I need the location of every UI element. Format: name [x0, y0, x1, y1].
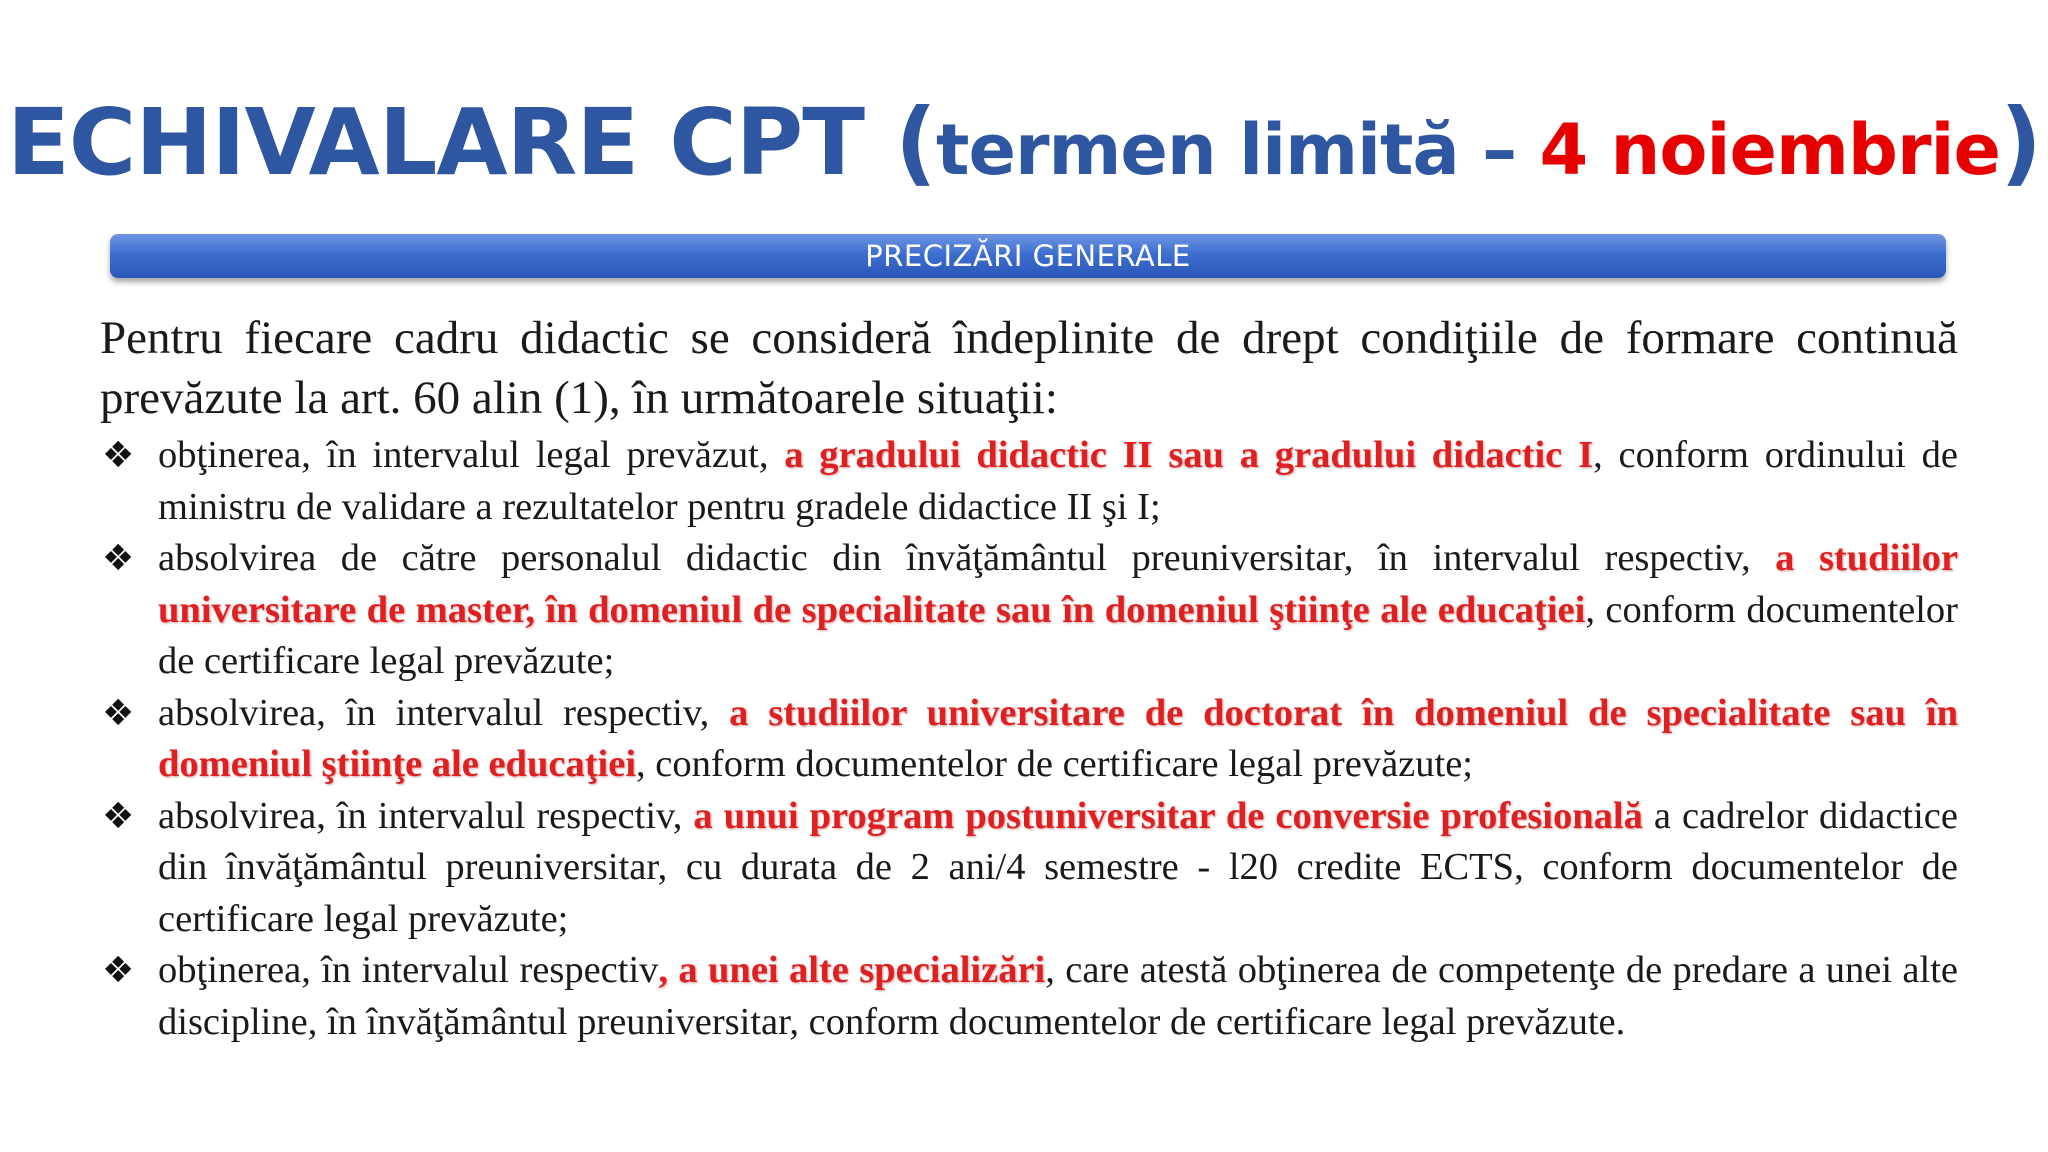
slide-content [100, 308, 1958, 1048]
item-highlight: a studiilor universitare de doctorat în domeniul de specialitate sau în domeniul ştiinţe ale educaţiei [158, 691, 1958, 785]
bullet-icon: ❖ [102, 692, 135, 734]
title-sub: termen limită – [936, 109, 1540, 191]
item-text: absolvirea, în intervalul respectiv, [158, 794, 694, 837]
bullet-icon: ❖ [102, 950, 135, 991]
list-item [100, 533, 1958, 688]
list-item [100, 430, 1958, 533]
item-highlight: a gradului didactic II sau a gradului didactic I [784, 434, 1594, 476]
title-main: ECHIVALARE CPT [6, 89, 864, 196]
item-highlight: a unui program postuniversitar de conversie profesională [693, 794, 1643, 837]
list-item [100, 945, 1958, 1048]
title-open-paren: ( [863, 89, 937, 196]
section-banner-label: PRECIZĂRI GENERALE [865, 239, 1191, 273]
bullet-icon: ❖ [102, 435, 135, 476]
item-highlight: , a unei alte specializări [658, 949, 1046, 991]
list-item [100, 791, 1958, 946]
item-text: , conform ordinului de ministru de validare a rezultatelor pentru gradele didactice II şi I; [158, 434, 1958, 528]
page-title [0, 89, 2048, 196]
title-close-paren: ) [2000, 89, 2042, 196]
item-highlight: a studiilor universitare de master, în domeniul de specialitate sau în domeniul ştiinţe ale educaţiei [158, 537, 1959, 631]
item-text: a cadrelor didactice din învăţământul preuniversitar, cu durata de 2 ani/4 semestre - l20 credite ECTS, conform documentelor de certificare legal prevăzute; [158, 794, 1958, 940]
item-text: absolvirea, în intervalul respectiv, [158, 691, 730, 734]
list-item [100, 688, 1958, 791]
bullet-icon: ❖ [102, 538, 135, 579]
item-text: , conform documentelor de certificare legal prevăzute; [158, 588, 1959, 682]
conditions-list [100, 430, 1958, 1048]
intro-paragraph: Pentru fiecare cadru didactic se consideră îndeplinite de drept condiţiile de formare continuă prevăzute la art. 60 alin (1), în următoarele situaţii: [100, 312, 1958, 424]
item-text: , conform documentelor de certificare legal prevăzute; [636, 743, 1473, 785]
title-deadline: 4 noiembrie [1539, 109, 2000, 191]
item-text: obţinerea, în intervalul respectiv [158, 949, 659, 991]
item-text: , care atestă obţinerea de competenţe de predare a unei alte discipline, în învăţământul preuniversitar, conform documentelor de certificare legal prevăzute. [158, 949, 1959, 1043]
item-text: obţinerea, în intervalul legal prevăzut, [158, 434, 785, 476]
bullet-icon: ❖ [102, 795, 135, 837]
item-text: absolvirea de către personalul didactic din învăţământul preuniversitar, în intervalul respectiv, [158, 537, 1776, 579]
section-banner [110, 234, 1946, 278]
